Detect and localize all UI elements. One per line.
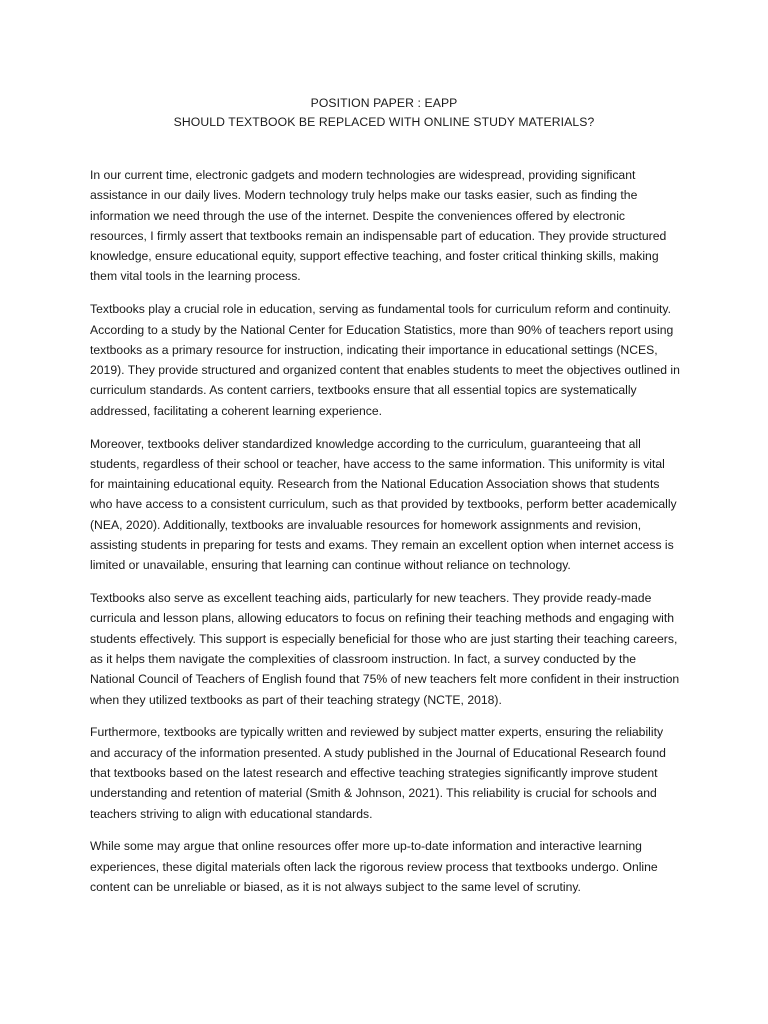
document-header <box>0 94 768 132</box>
paragraph-counterargument: While some may argue that online resources offer more up-to-date information and interactive learning experiences, these digital materials often lack the rigorous review process that textbooks undergo. Online content can be unreliable or biased, as it is not always subject to the same level of scrutiny. <box>90 839 658 894</box>
document-title: SHOULD TEXTBOOK BE REPLACED WITH ONLINE STUDY MATERIALS? <box>173 115 595 129</box>
paragraph-standardized-knowledge: Moreover, textbooks deliver standardized knowledge according to the curriculum, guaranteeing that all students, regardless of their school or teacher, have access to the same information. This uniformity is vital for maintaining educational equity. Research from the National Education Association shows that students who have access to a consistent curriculum, such as that provided by textbooks, perform better academically (NEA, 2020). Additionally, textbooks are invaluable resources for homework assignments and revision, assisting students in preparing for tests and exams. They remain an excellent option when internet access is limited or unavailable, ensuring that learning can continue without reliance on technology. <box>90 436 677 573</box>
paragraph-teaching-aids: Textbooks also serve as excellent teaching aids, particularly for new teachers. They provide ready-made curricula and lesson plans, allowing educators to focus on refining their teaching methods and engaging with students effectively. This support is especially beneficial for those who are just starting their teaching careers, as it helps them navigate the complexities of classroom instruction. In fact, a survey conducted by the National Council of Teachers of English found that 75% of new teachers felt more confident in their instruction when they utilized textbooks as part of their teaching strategy (NCTE, 2018). <box>90 591 680 707</box>
paragraph-curriculum-role: Textbooks play a crucial role in education, serving as fundamental tools for curriculum reform and continuity. According to a study by the National Center for Education Statistics, more than 90% of teachers report using textbooks as a primary resource for instruction, indicating their importance in educational settings (NCES, 2019). They provide structured and organized content that enables students to meet the objectives outlined in curriculum standards. As content carriers, textbooks ensure that all essential topics are systematically addressed, facilitating a coherent learning experience. <box>90 302 680 418</box>
paragraph-introduction: In our current time, electronic gadgets and modern technologies are widespread, providing significant assistance in our daily lives. Modern technology truly helps make our tasks easier, such as finding the information we need through the use of the internet. Despite the conveniences offered by electronic resources, I firmly assert that textbooks remain an indispensable part of education. They provide structured knowledge, ensure educational equity, support effective teaching, and foster critical thinking skills, making them vital tools in the learning process. <box>90 168 667 284</box>
paragraph-reliability: Furthermore, textbooks are typically written and reviewed by subject matter experts, ensuring the reliability and accuracy of the information presented. A study published in the Journal of Educational Research found that textbooks based on the latest research and effective teaching strategies significantly improve student understanding and retention of material (Smith & Johnson, 2021). This reliability is crucial for schools and teachers striving to align with educational standards. <box>90 725 666 821</box>
header-label: POSITION PAPER : EAPP <box>310 96 458 110</box>
document-body <box>90 165 682 910</box>
